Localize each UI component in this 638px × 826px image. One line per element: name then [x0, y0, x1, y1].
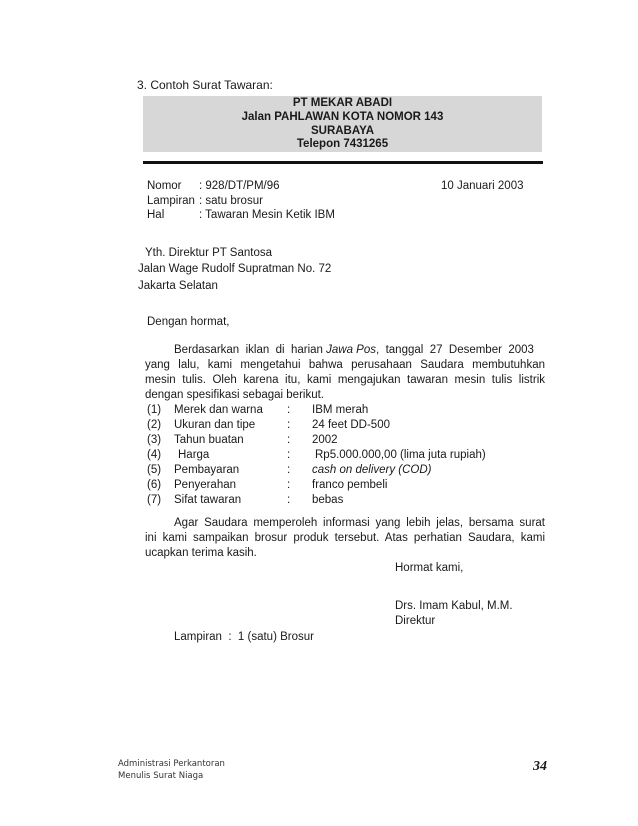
company-address: Jalan PAHLAWAN KOTA NOMOR 143 [241, 111, 444, 123]
spec-number: (7) [147, 494, 162, 506]
lampiran-value: : satu brosur [199, 195, 263, 207]
letterhead-divider [143, 161, 543, 164]
spec-label: Tahun buatan [174, 434, 244, 446]
spec-label: Ukuran dan tipe [174, 419, 256, 431]
spec-number: (4) [147, 449, 162, 461]
paragraph-2-line-2: ini kami sampaikan brosur produk tersebut. Atas perhatian Saudara, kami [145, 532, 545, 544]
page-number: 34 [533, 759, 547, 774]
spec-label: Pembayaran [174, 464, 240, 476]
company-name: PT MEKAR ABADI [292, 97, 393, 109]
footer-line-1: Administrasi Perkantoran [118, 759, 225, 769]
lampiran-label: Lampiran [147, 195, 195, 207]
spec-number: (5) [147, 464, 162, 476]
closing: Hormat kami, [395, 562, 464, 574]
spec-number: (2) [147, 419, 162, 431]
spec-value: franco pembeli [312, 479, 388, 491]
newspaper-name: Jawa Pos [326, 344, 376, 356]
paragraph-1-line-1 [174, 344, 534, 356]
letterhead [143, 96, 542, 152]
spec-number: (6) [147, 479, 162, 491]
spec-value: Rp5.000.000,00 (lima juta rupiah) [315, 449, 486, 461]
spec-label: Penyerahan [174, 479, 237, 491]
spec-value: 2002 [312, 434, 338, 446]
letter-date: 10 Januari 2003 [441, 180, 524, 192]
recipient-line-2: Jalan Wage Rudolf Supratman No. 72 [138, 263, 332, 275]
salutation: Dengan hormat, [147, 316, 230, 328]
paragraph-1-line-2: yang lalu, kami mengetahui bahwa perusahaan Saudara membutuhkan [145, 359, 545, 371]
spec-number: (1) [147, 404, 162, 416]
spec-colon: : [287, 479, 291, 491]
spec-value: bebas [312, 494, 344, 506]
recipient-line-3: Jakarta Selatan [138, 280, 218, 292]
paragraph-1-line-1-post: , tanggal 27 Desember 2003 [376, 344, 534, 356]
paragraph-1-line-4: dengan spesifikasi sebagai berikut. [145, 389, 325, 401]
paragraph-2-line-1: Agar Saudara memperoleh informasi yang lebih jelas, bersama surat [174, 517, 545, 529]
hal-value: : Tawaran Mesin Ketik IBM [199, 209, 335, 221]
spec-colon: : [287, 404, 291, 416]
signer-name: Drs. Imam Kabul, M.M. [395, 600, 513, 612]
hal-label: Hal [147, 209, 165, 221]
spec-label: Sifat tawaran [174, 494, 242, 506]
paragraph-2-line-3: ucapkan terima kasih. [145, 547, 257, 559]
company-phone: Telepon 7431265 [296, 138, 389, 150]
company-city: SURABAYA [310, 125, 375, 137]
nomor-value: : 928/DT/PM/96 [199, 180, 280, 192]
spec-colon: : [287, 449, 291, 461]
spec-value: IBM merah [312, 404, 369, 416]
paragraph-1-line-1-pre: Berdasarkan iklan di harian [174, 344, 327, 356]
spec-value: cash on delivery (COD) [312, 464, 432, 476]
spec-value: 24 feet DD-500 [312, 419, 390, 431]
attachment-note: Lampiran : 1 (satu) Brosur [174, 631, 314, 643]
spec-colon: : [287, 464, 291, 476]
paragraph-1-line-3: mesin tulis. Oleh karena itu, kami mengajukan tawaran mesin tulis listrik [145, 374, 545, 386]
nomor-label: Nomor [147, 180, 182, 192]
signer-title: Direktur [395, 615, 436, 627]
section-title: 3. Contoh Surat Tawaran: [137, 78, 273, 92]
footer-line-2: Menulis Surat Niaga [118, 771, 204, 781]
spec-colon: : [287, 434, 291, 446]
spec-label: Harga [178, 449, 210, 461]
spec-number: (3) [147, 434, 162, 446]
recipient-line-1: Yth. Direktur PT Santosa [145, 247, 272, 259]
spec-colon: : [287, 494, 291, 506]
spec-label: Merek dan warna [174, 404, 263, 416]
spec-colon: : [287, 419, 291, 431]
